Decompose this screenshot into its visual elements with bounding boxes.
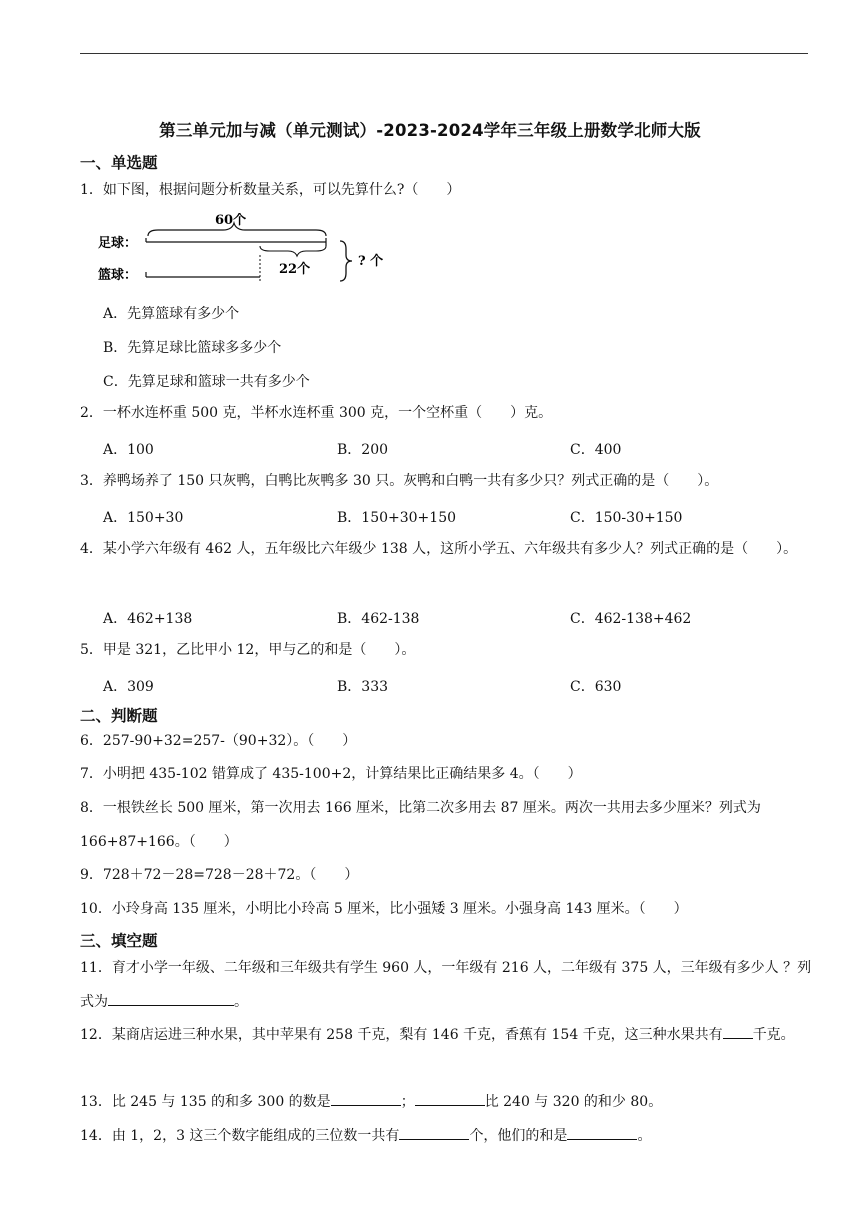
right-brace xyxy=(340,241,352,281)
question-13 xyxy=(80,1085,815,1119)
q13-end: 比 240 与 320 的和少 80。 xyxy=(484,1094,663,1110)
question-1: 1．如下图，根据问题分析数量关系，可以先算什么?（ ） xyxy=(80,182,461,198)
q2-option-a: A．100 xyxy=(103,442,154,458)
q5-option-a: A．309 xyxy=(103,679,154,695)
q12-end: 千克。 xyxy=(752,1027,795,1043)
section-fill-blank: 三、填空题 xyxy=(80,932,158,950)
q11-blank[interactable] xyxy=(108,991,234,1006)
q11-text: 11．育才小学一年级、二年级和三年级共有学生 960 人，一年级有 216 人，二年级有 375 人，三年级有多少人 ？列式为 xyxy=(80,960,812,1010)
question-14 xyxy=(80,1119,815,1153)
q14-blank-2[interactable] xyxy=(567,1125,637,1140)
q11-end: 。 xyxy=(234,994,248,1010)
football-label: 足球： xyxy=(98,236,138,251)
question-3: 3．养鸭场养了 150 只灰鸭，白鸭比灰鸭多 30 只。灰鸭和白鸭一共有多少只？列式正确的是（ ）。 xyxy=(80,473,719,489)
q3-option-c: C．150-30+150 xyxy=(570,510,683,526)
q3-option-b: B．150+30+150 xyxy=(337,510,457,526)
question-10: 10．小玲身高 135 厘米，小明比小玲高 5 厘米，比小强矮 3 厘米。小强身高 143 厘米。（ ） xyxy=(80,901,688,917)
q3-option-a: A．150+30 xyxy=(103,510,184,526)
question-2: 2．一杯水连杯重 500 克，半杯水连杯重 300 克，一个空杯重（ ）克。 xyxy=(80,405,553,421)
question-12 xyxy=(80,1018,815,1052)
q4-option-c: C．462-138+462 xyxy=(570,611,692,627)
bar-diagram xyxy=(98,213,398,293)
q14-end: 。 xyxy=(637,1128,652,1144)
diff-label: 22个 xyxy=(279,262,311,277)
q4-option-a: A．462+138 xyxy=(103,611,193,627)
question-7: 7．小明把 435-102 错算成了 435-100+2，计算结果比正确结果多 4。（ ） xyxy=(80,766,582,782)
q13-sep: ； xyxy=(400,1094,415,1110)
q14-blank-1[interactable] xyxy=(399,1125,469,1140)
q5-option-b: B．333 xyxy=(337,679,389,695)
question-11 xyxy=(80,951,815,1019)
q12-blank[interactable] xyxy=(723,1024,753,1039)
page-title: 第三单元加与减（单元测试）-2023-2024学年三年级上册数学北师大版 xyxy=(159,121,701,140)
diff-brace xyxy=(260,246,326,256)
question-4: 4．某小学六年级有 462 人，五年级比六年级少 138 人，这所小学五、六年级共有多少人？列式正确的是（ ）。 xyxy=(80,541,798,557)
q14-mid: 个，他们的和是 xyxy=(469,1128,568,1144)
question-9: 9．728＋72－28=728－28＋72。（ ） xyxy=(80,867,359,883)
q4-option-b: B．462-138 xyxy=(337,611,420,627)
basketball-label: 篮球： xyxy=(98,268,138,283)
q13-blank-1[interactable] xyxy=(331,1091,401,1106)
q5-option-c: C．630 xyxy=(570,679,622,695)
q1-option-b: B．先算足球比篮球多多少个 xyxy=(103,340,282,356)
section-single-choice: 一、单选题 xyxy=(80,154,158,172)
question-6: 6．257-90+32=257-（90+32）。（ ） xyxy=(80,733,357,749)
q1-option-a: A．先算篮球有多少个 xyxy=(103,306,240,322)
question-8: 8．一根铁丝长 500 厘米，第一次用去 166 厘米，比第二次多用去 87 厘米。两次一共用去多少厘米？列式为 166+87+166。（ ） xyxy=(80,800,761,850)
q1-option-c: C．先算足球和篮球一共有多少个 xyxy=(103,374,310,390)
q2-option-c: C．400 xyxy=(570,442,622,458)
top-label: 60个 xyxy=(215,213,247,228)
question-5: 5．甲是 321，乙比甲小 12，甲与乙的和是（ ）。 xyxy=(80,642,416,658)
q12-text: 12．某商店运进三种水果，其中苹果有 258 千克，梨有 146 千克，香蕉有 154 千克，这三种水果共有 xyxy=(80,1027,723,1043)
q13-text: 13．比 245 与 135 的和多 300 的数是 xyxy=(80,1094,331,1110)
q14-text: 14．由 1，2，3 这三个数字能组成的三位数一共有 xyxy=(80,1128,400,1144)
q2-option-b: B．200 xyxy=(337,442,389,458)
header-rule xyxy=(80,53,808,54)
section-true-false: 二、判断题 xyxy=(80,707,158,725)
question-label: ? 个 xyxy=(358,254,384,269)
q13-blank-2[interactable] xyxy=(415,1091,485,1106)
